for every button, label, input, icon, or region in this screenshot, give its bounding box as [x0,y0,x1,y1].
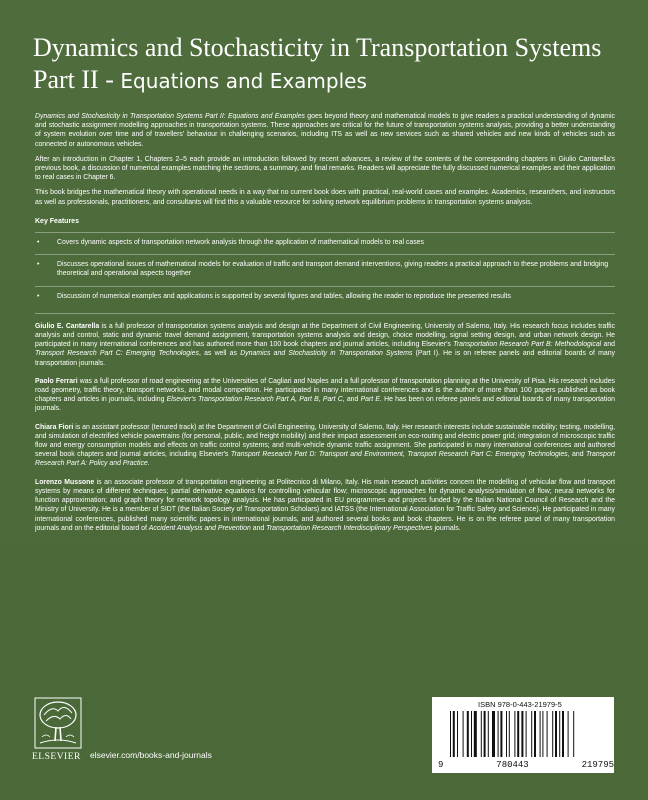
bio-text: and [601,341,615,349]
barcode-bar [555,711,557,757]
barcode [436,711,612,759]
intro-text-1: goes beyond theory and mathematical models to give readers a practical understanding of dynamic and stochastic assignment modelling approaches in transportation systems. These approaches are critical for the future of transportation systems analysis, providing a better understanding of system evolution over time and of travellers' behaviour in challenging scenarios, including ITS as well as new services such as shared vehicles and new kinds of vehicles such as connected or autonomous vehicles. [35,113,616,148]
bio-text: He has been on referee panels and editorial boards of many transportation journals. [35,396,616,413]
bio-text: was a full professor of road engineering at the Universities of Cagliari and Naples and a full professor of transportation planning at the University of Pisa. His research includes road geometry, traffic theory, transport networks, and modal competition. He participated in many international conferences and is the author of more than 100 papers published as book chapters and articles in journals, including [35,377,615,404]
barcode-bar [562,711,564,757]
barcode-bar [531,711,532,757]
author-name: Lorenzo Mussone [35,478,95,486]
journal-title: Transport Research Part C: Emerging Technologies [35,350,199,358]
bio-text: , as well as [198,350,241,358]
barcode-bar [481,711,482,757]
barcode-bar [498,711,499,757]
journal-title: Transportation Research Part B: Methodological [453,341,602,349]
barcode-bar [492,711,495,757]
barcode-bar [488,711,489,757]
barcode-bar [514,711,515,757]
barcode-bar [573,711,574,757]
key-feature-text: Discussion of numerical examples and applications is supported by several figures and tables, allowing the reader to reproduce the presented results [57,292,511,300]
publisher-logo-text: ELSEVIER [32,752,81,762]
key-feature-item [35,232,615,247]
barcode-bar [467,711,469,757]
barcode-bar [463,711,464,757]
barcode-bar [506,711,507,757]
book-title-sub: Equations and Examples [120,69,367,93]
intro-paragraph-2: After an introduction in Chapter 1, Chapters 2–5 each provide an introduction followed by recent advances, a review of the contents of the corresponding chapters in Giulio Cantarella's previous book, a discussion of numerical examples matching the sections, a summary, and final remarks. Readers will appreciate the fully discussed numerical examples and their application to real cases in Chapter 6. [35,155,615,182]
key-feature-text: Discusses operational issues of mathematical models for evaluation of traffic and transport demand interventions, giving readers a practical approach to these problems and bridging theoretical and operational aspects together [57,261,609,278]
bio-ferrari [35,377,615,414]
key-feature-text: Covers dynamic aspects of transportation network analysis through the application of mathematical models to real cases [57,239,424,247]
barcode-bar [521,711,523,757]
bullet-icon: • [37,261,40,269]
bio-fiori [35,423,615,469]
bio-text: and [569,451,587,459]
key-feature-item [35,254,615,278]
barcode-bar [542,711,543,757]
author-name: Chiara Fiori [35,423,74,431]
bullet-icon: • [37,239,40,247]
elsevier-tree-icon [34,697,82,749]
bio-mussone [35,478,615,533]
cover-text [35,112,615,542]
barcode-digit-group-2: 219795 [581,760,614,770]
journal-title: Transportation Research Interdisciplinary Perspectives [266,524,433,532]
isbn-label: ISBN 978-0-443-21979-5 [478,700,562,709]
author-name: Paolo Ferrari [35,377,78,385]
key-feature-item [35,286,615,301]
barcode-bar [484,711,486,757]
journal-title: Accident Analysis and Prevention [148,524,251,532]
barcode-bar [453,711,455,757]
author-name: Giulio E. Cantarella [35,322,100,330]
book-title [33,32,623,97]
barcode-bar [552,711,553,757]
intro-paragraph-1 [35,112,615,149]
barcode-digit-lead: 9 [438,760,444,770]
barcode-bar [526,711,527,757]
barcode-bar [559,711,560,757]
key-features-list [35,232,615,301]
barcode-bar [450,711,451,757]
barcode-digit-group-1: 780443 [496,760,529,770]
barcode-bar [568,711,569,757]
bio-text: (Part I). He is on referee panels and editorial boards of many transportation journals. [35,350,616,367]
author-bios [35,313,615,533]
journal-title: Transport Research Part A: Policy and Practice. [35,451,616,468]
barcode-bar [471,711,472,757]
bio-text: is an assistant professor (tenured track) at the Department of Civil Engineering, University of Salerno, Italy. Her research interests include sustainable mobility; testing, modelling, and simulation of electrified vehicle powertrains (for personal, public, and freight mobility) and their impact assessment on eco-routing and electric power grid; integration of microscopic traffic flow and energy consumption models and effects on traffic control systems; and multi-vehicle dynamic traffic assignment. She participated in many international conferences and authored several book chapters and journal articles, including Elsevier's [35,423,616,459]
barcode-bar [534,711,536,757]
bio-text: and [344,396,361,404]
barcode-bar [500,711,502,757]
barcode-bar [509,711,510,757]
publisher-url[interactable]: elsevier.com/books-and-journals [90,750,212,760]
barcode-bar [547,711,548,757]
bio-text: and [250,524,267,532]
barcode-bar [540,711,541,757]
barcode-digits [436,760,614,770]
key-features-heading: Key Features [35,217,79,225]
barcode-bar [517,711,519,757]
barcode-bar [457,711,458,757]
book-title-main: Dynamics and Stochasticity in Transportation Systems Part II - [33,33,602,94]
journal-title: Dynamics and Stochasticity in Transportation Systems [240,350,413,358]
bio-text: is a full professor of transportation systems analysis and design at the Department of Civil Engineering, University of Salerno, Italy. His research focus includes traffic analysis and control, static and dynamic travel demand assignment, transportation systems analysis and design, choice modelling, signal setting design, and urban network design. He participated in many international conferences and has authored more than 100 book chapters and journal articles, including Elsevier's [35,322,615,349]
bio-text: journals. [432,524,461,532]
barcode-bar [474,711,477,757]
journal-title: Part E. [360,396,382,404]
bio-text: is an associate professor of transportation engineering at Politecnico di Milano, Italy. His main research activities concern the modelling of vehicular flow and transport systems by means of different techniques; partial derivative equations for controlling vehicular flow; microscopic approaches for dynamic analysis/simulation of flow; neural networks for function approximation; and graph theory for network topology analysis. He has participated in EU programmes and projects funded by the Italian National Council of Research and the Ministry of University. He is a member of SIDT (the Italian Society of Transportation Scholars) and IATSS (the International Association for Traffic Safety and Science). He participated in many international conferences, published many scientific papers in international journals, and authored several books and book chapters. He is on the referee panel of many transportation journals and on the editorial board of [35,478,615,532]
bio-cantarella [35,322,615,368]
journal-title: Transport Research Part D: Transport and Environment, Transport Research Part C: Emerging Technologies, [230,451,570,459]
bullet-icon: • [37,292,40,300]
intro-paragraph-3: This book bridges the mathematical theory with operational needs in a way that no current book does with practical, real-world cases and examples. Academics, researchers, and instructors as well as professionals, practitioners, and consultants will find this a valuable resource for solving network equilibrium problems in transportation systems analysis. [35,189,615,206]
journal-title: Elsevier's Transportation Research Part A, Part B, Part C, [166,396,345,404]
intro-book-title: Dynamics and Stochasticity in Transportation Systems Part II: Equations and Examples [35,113,305,120]
